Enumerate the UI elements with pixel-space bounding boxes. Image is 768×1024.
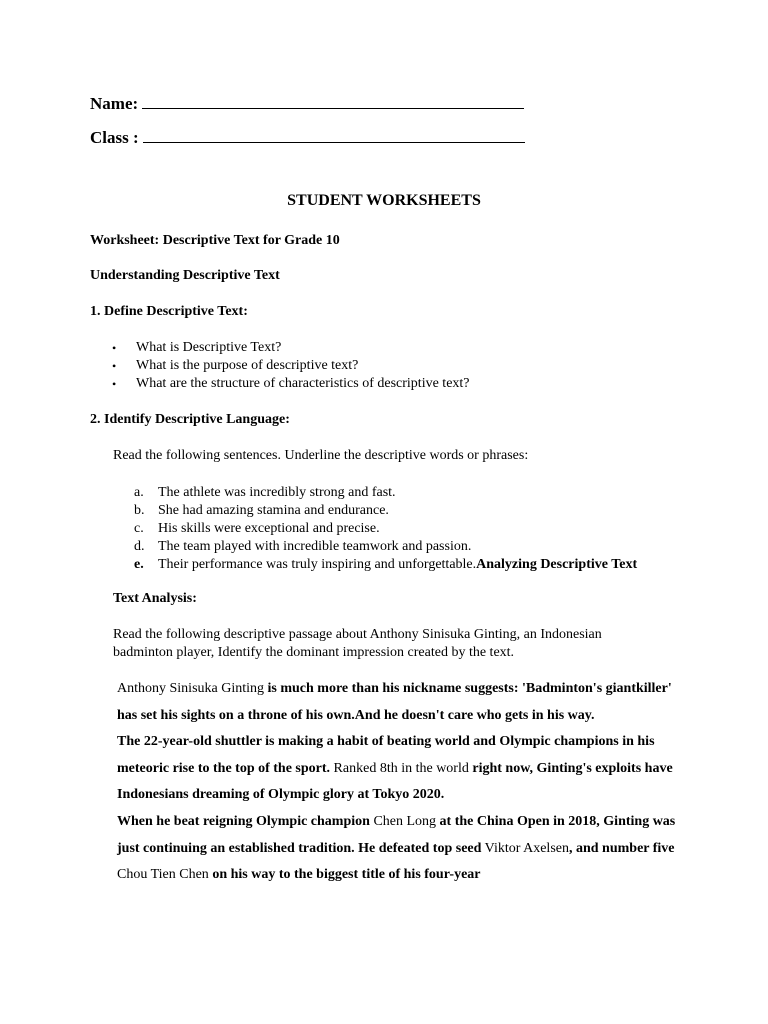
list-item: • What is Descriptive Text? [112, 339, 470, 357]
name-field[interactable] [90, 94, 524, 114]
analysis-instruction-line-1: Read the following descriptive passage about Anthony Sinisuka Ginting, an Indonesian [113, 627, 602, 642]
q2-sentence-list [134, 484, 637, 574]
class-blank-line[interactable] [143, 128, 525, 143]
list-marker: c. [134, 521, 144, 536]
worksheet-title: Worksheet: Descriptive Text for Grade 10 [90, 233, 340, 248]
list-marker: a. [134, 485, 144, 500]
class-label: Class : [90, 128, 139, 147]
analyzing-heading: Analyzing Descriptive Text [476, 557, 638, 572]
list-marker: e. [134, 557, 144, 572]
list-item: e. Their performance was truly inspiring and unforgettable.Analyzing Descriptive Text [134, 557, 638, 572]
list-item: d. The team played with incredible teamwork and passion. [134, 539, 472, 554]
list-item: • What is the purpose of descriptive text? [112, 357, 470, 375]
q2-instruction: Read the following sentences. Underline the descriptive words or phrases: [113, 448, 529, 463]
name-label: Name: [90, 94, 139, 113]
list-marker: d. [134, 539, 145, 554]
section-heading: Understanding Descriptive Text [90, 268, 280, 283]
passage-paragraph: The 22-year-old shuttler is making a habit of beating world and Olympic champions in his meteoric rise to the top of the sport. Ranked 8th in the world right now, Ginting's exploits have Indonesians dreaming of Olympic glory at Tokyo 2020. [117, 734, 673, 803]
passage-paragraph: Anthony Sinisuka Ginting is much more than his nickname suggests: 'Badminton's giantkiller' has set his sights on a throne of his own.And he doesn't care who gets in his way. [117, 681, 672, 723]
list-item: • What are the structure of characteristics of descriptive text? [112, 375, 470, 393]
text-analysis-heading: Text Analysis: [113, 591, 197, 606]
name-blank-line[interactable] [142, 94, 524, 109]
passage-paragraph: When he beat reigning Olympic champion Chen Long at the China Open in 2018, Ginting was just continuing an established tradition. He defeated top seed Viktor Axelsen, and number five Chou Tien Chen on his way to the biggest title of his four-year [117, 813, 676, 883]
ginting-passage [117, 676, 687, 889]
list-item: c. His skills were exceptional and precise. [134, 521, 380, 536]
analysis-instruction-line-2: badminton player, Identify the dominant impression created by the text. [113, 645, 515, 660]
q2-heading: 2. Identify Descriptive Language: [90, 412, 290, 427]
list-marker: b. [134, 503, 145, 518]
q1-heading: 1. Define Descriptive Text: [90, 304, 248, 319]
page-title: STUDENT WORKSHEETS [287, 192, 481, 209]
list-item: b. She had amazing stamina and endurance. [134, 503, 389, 518]
q1-bullet-list [112, 339, 470, 393]
list-item: a. The athlete was incredibly strong and fast. [134, 485, 396, 500]
class-field[interactable] [90, 128, 525, 148]
